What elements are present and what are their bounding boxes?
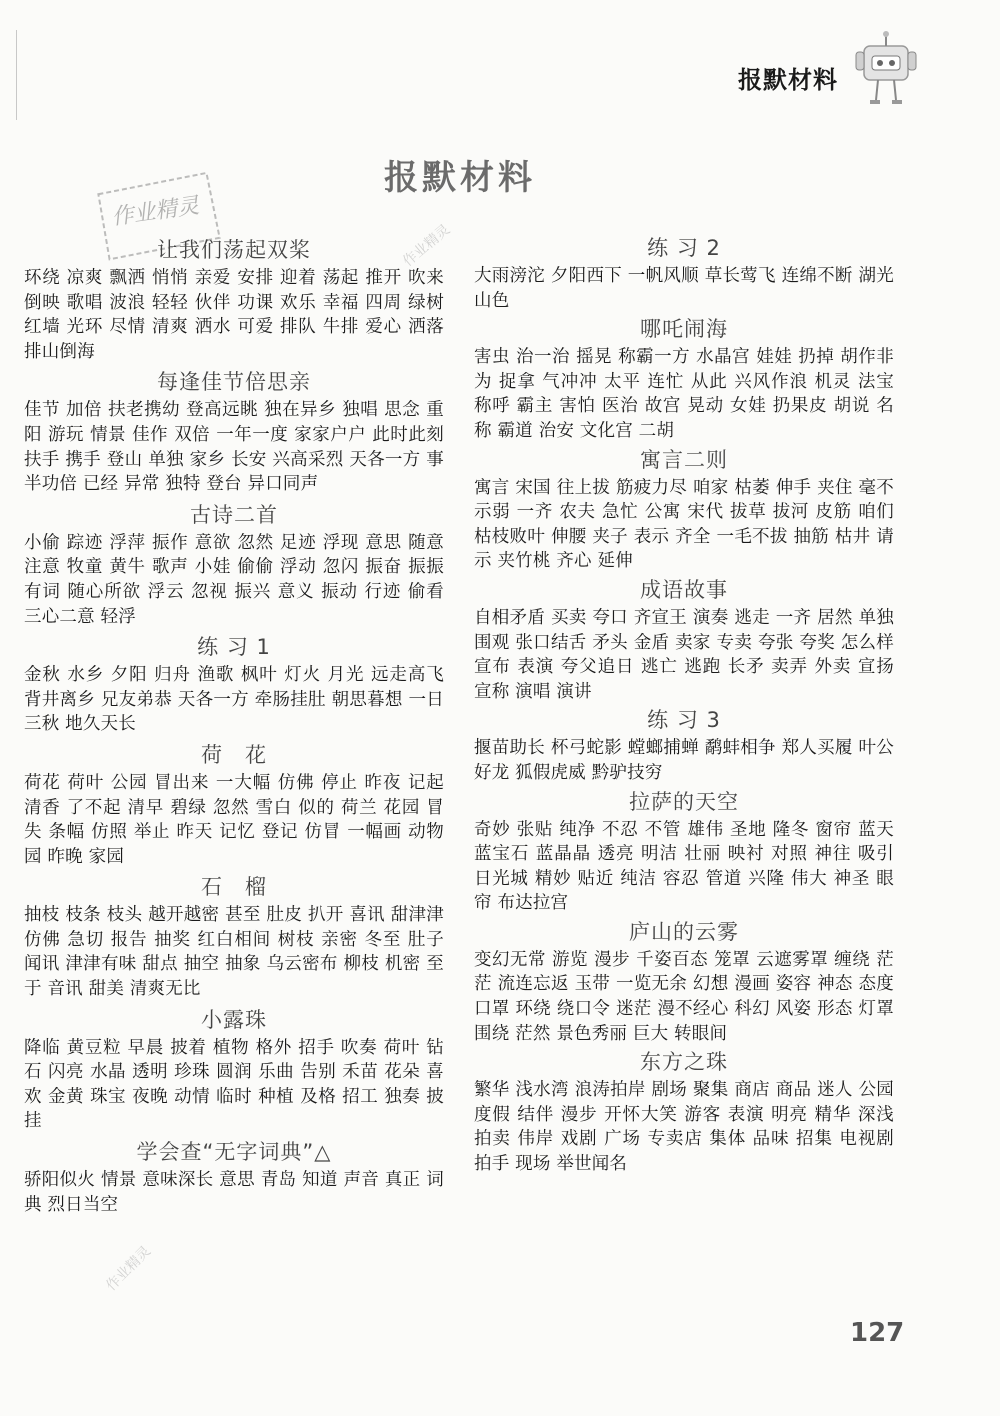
section-title: 东方之珠	[640, 1050, 728, 1075]
vocab-section	[24, 366, 444, 496]
section-title: 哪吒闹海	[640, 317, 728, 342]
section-words: 抽枝 枝条 枝头 越开越密 甚至 肚皮 扒开 喜讯 甜津津 仿佛 急切 报告 抽奖 红白相间 树枝 亲密 冬至 肚子 闻讯 津津有味 甜点 抽空 抽象 乌云密布 柳枝 机密 至于 音讯 甜美 清爽无比	[24, 905, 444, 1000]
margin-rule	[16, 30, 17, 120]
vocab-section	[24, 1004, 444, 1134]
vocab-section	[474, 232, 894, 313]
section-title: 石 榴	[201, 875, 267, 900]
section-title: 每逢佳节倍思亲	[157, 370, 311, 395]
vocab-section	[474, 444, 894, 574]
section-words: 金秋 水乡 夕阳 归舟 渔歌 枫叶 灯火 月光 远走高飞 背井离乡 兄友弟恭 天各一方 牵肠挂肚 朝思暮想 一日三秋 地久天长	[24, 665, 444, 735]
section-title: 学会查“无字词典”△	[136, 1140, 332, 1165]
vocab-section	[474, 704, 894, 785]
page-number: 127	[850, 1318, 905, 1348]
section-title: 荷 花	[201, 742, 267, 767]
vocab-section	[474, 574, 894, 704]
watermark-text: 作业精灵	[103, 1243, 155, 1295]
vocab-section	[24, 234, 444, 364]
vocab-section	[24, 631, 444, 737]
vocab-section	[474, 313, 894, 443]
vocab-section	[474, 916, 894, 1046]
section-title: 寓言二则	[640, 447, 728, 472]
section-words: 佳节 加倍 扶老携幼 登高远眺 独在异乡 独唱 思念 重阳 游玩 情景 佳作 双倍 一年一度 家家户户 此时此刻 扶手 携手 登山 单独 家乡 长安 兴高采烈 天各一方 事半功倍 已经 异常 独特 登台 异口同声	[24, 400, 444, 495]
vocab-section	[24, 499, 444, 629]
vocab-section	[24, 871, 444, 1001]
section-words: 揠苗助长 杯弓蛇影 螳螂捕蝉 鹬蚌相争 郑人买履 叶公好龙 狐假虎威 黔驴技穷	[474, 738, 894, 783]
section-title: 练 习 1	[197, 635, 271, 660]
robot-mascot-icon	[850, 28, 920, 108]
section-words: 大雨滂沱 夕阳西下 一帆风顺 草长莺飞 连绵不断 湖光山色	[474, 266, 894, 311]
section-words: 变幻无常 游览 漫步 千姿百态 笼罩 云遮雾罩 缠绕 茫茫 流连忘返 玉带 一览无余 幻想 漫画 姿容 神态 态度 口罩 环绕 绕口令 迷茫 漫不经心 科幻 风姿 形态 灯罩 围绕 茫然 景色秀丽 巨大 转眼间	[474, 949, 894, 1044]
section-words: 繁华 浅水湾 浪涛拍岸 剧场 聚集 商店 商品 迷人 公园 度假 结伴 漫步 开怀大笑 游客 表演 明亮 精华 深浅 拍卖 伟岸 戏剧 广场 专卖店 集体 品味 招集 电视剧 拍手 现场 举世闻名	[474, 1080, 894, 1175]
section-title: 练 习 2	[647, 236, 721, 260]
section-words: 小偷 踪迹 浮萍 振作 意欲 忽然 足迹 浮现 意思 随意 注意 牧童 黄牛 歌声 小娃 偷偷 浮动 忽闪 振奋 振振有词 随心所欲 浮云 忽视 振兴 意义 振动 行迹 偷看 三心二意 轻浮	[24, 532, 444, 627]
section-words: 奇妙 张贴 纯净 不忍 不管 雄伟 圣地 隆冬 窗帘 蓝天 蓝宝石 蓝晶晶 透亮 明洁 壮丽 映衬 对照 神往 吸引 日光城 精妙 贴近 纯洁 容忍 管道 兴隆 伟大 神圣 眼帘 布达拉宫	[474, 819, 894, 914]
section-title: 让我们荡起双桨	[157, 238, 311, 262]
section-title: 练 习 3	[647, 708, 721, 733]
left-column	[24, 232, 444, 1217]
section-title: 拉萨的天空	[629, 789, 739, 814]
running-header-title: 报默材料	[738, 66, 838, 94]
section-title: 成语故事	[640, 577, 728, 602]
vocab-section	[24, 1136, 444, 1217]
stamp-text: 作业精灵	[110, 193, 201, 231]
vocab-section	[24, 739, 444, 869]
section-title: 小露珠	[201, 1007, 267, 1032]
section-words: 害虫 治一治 摇晃 称霸一方 水晶宫 娃娃 扔掉 胡作非为 捉拿 气冲冲 太平 连忙 从此 兴风作浪 机灵 法宝 称呼 霸主 害怕 医治 故宫 晃动 女娃 扔果皮 胡说 名称 霸道 治安 文化宫 二胡	[474, 347, 894, 441]
section-title: 庐山的云雾	[629, 919, 739, 944]
section-words: 寓言 宋国 往上拔 筋疲力尽 咱家 枯萎 伸手 夹住 毫不示弱 一齐 农夫 急忙 公寓 宋代 拔草 拔河 皮筋 咱们 枯枝败叶 伸腰 夹子 表示 齐全 一毛不拔 抽筋 枯井 请示 夹竹桃 齐心 延伸	[474, 477, 894, 572]
section-words: 自相矛盾 买卖 夸口 齐宣王 演奏 逃走 一齐 居然 单独 围观 张口结舌 矛头 金盾 卖家 专卖 夸张 夸奖 怎么样 宣布 表演 夸父追日 逃亡 逃跑 长矛 卖弄 外卖 宣扬 宣称 演唱 演讲	[474, 607, 894, 702]
vocab-section	[474, 786, 894, 916]
right-column	[474, 232, 894, 1177]
vocab-section	[474, 1046, 894, 1176]
page-title: 报默材料	[384, 158, 536, 198]
section-words: 环绕 凉爽 飘洒 悄悄 亲爱 安排 迎着 荡起 推开 吹来 倒映 歌唱 波浪 轻轻 伙伴 功课 欢乐 幸福 四周 绿树红墙 光环 尽情 清爽 洒水 可爱 排队 牛排 爱心 洒落 排山倒海	[24, 268, 444, 362]
section-words: 降临 黄豆粒 早晨 披着 植物 格外 招手 吹奏 荷叶 钻石 闪亮 水晶 透明 珍珠 圆润 乐曲 告别 禾苗 花朵 喜欢 金黄 珠宝 夜晚 动情 临时 种植 及格 招工 独奏 披挂	[24, 1037, 444, 1132]
section-title: 古诗二首	[190, 502, 278, 527]
watermark-text: 作业精灵	[400, 221, 454, 270]
section-words: 骄阳似火 情景 意味深长 意思 青岛 知道 声音 真正 词典 烈日当空	[24, 1170, 444, 1215]
section-words: 荷花 荷叶 公园 冒出来 一大幅 仿佛 停止 昨夜 记起 清香 了不起 清早 碧绿 忽然 雪白 似的 荷兰 花园 冒失 条幅 仿照 举止 昨天 记忆 登记 仿冒 一幅画 动物园 昨晚 家园	[24, 772, 444, 867]
